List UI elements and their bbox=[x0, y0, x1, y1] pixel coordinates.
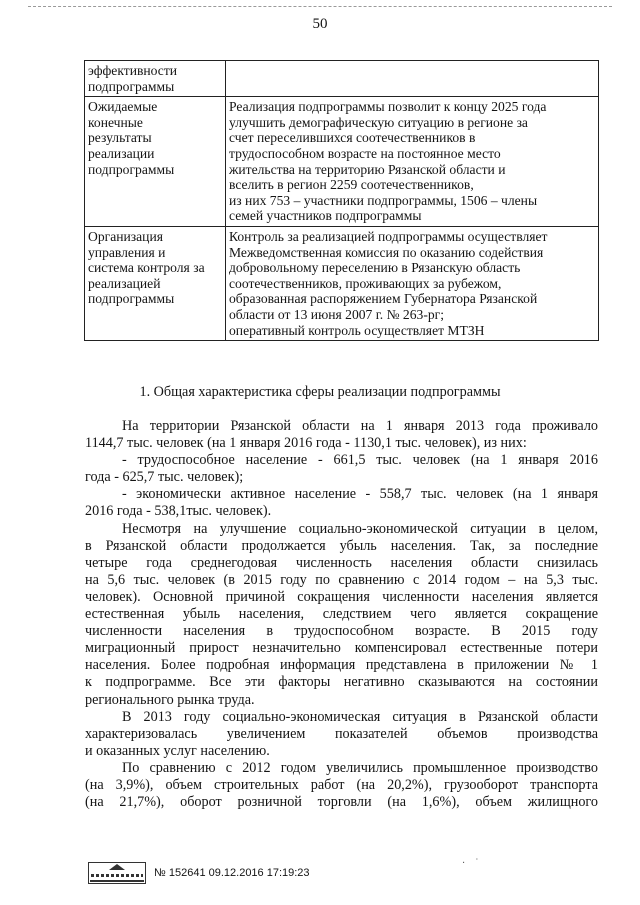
subprogram-passport-table bbox=[84, 60, 599, 341]
row1-label: эффективности подпрограммы bbox=[85, 61, 226, 97]
paragraph-line: (на 3,9%), объем строительных работ (на 20,2%), грузооборот транспорта bbox=[85, 776, 598, 793]
top-dashed-rule bbox=[28, 6, 612, 7]
paragraph-line: населения. Более подробная информация представлена в приложении № 1 bbox=[85, 657, 598, 674]
table-row bbox=[85, 226, 599, 340]
row2-label: Ожидаемые конечные результаты реализации подпрограммы bbox=[85, 97, 226, 227]
document-footer bbox=[88, 862, 310, 884]
paragraph-line: характеризовалась увеличением показателей объемов производства bbox=[85, 725, 598, 742]
paragraph-line: года - 625,7 тыс. человек); bbox=[85, 469, 244, 486]
paragraph-line: естественная убыль населения, следствием чего является сокращение bbox=[85, 606, 598, 623]
body-text bbox=[85, 418, 598, 811]
paragraph-line: численности населения в трудоспособном возрасте. В 2015 году bbox=[85, 623, 598, 640]
paragraph-line: человек). Основной причиной сокращения численности населения является bbox=[85, 588, 598, 605]
table-row bbox=[85, 61, 599, 97]
paragraph-line: 2016 года - 538,1тыс. человек). bbox=[85, 503, 272, 520]
paragraph-line: В 2013 году социально-экономическая ситуация в Рязанской области bbox=[122, 708, 598, 725]
paragraph-line: - трудоспособное население - 661,5 тыс. человек (на 1 января 2016 bbox=[122, 452, 598, 469]
paragraph-line: регионального рынка труда. bbox=[85, 691, 255, 708]
row3-label: Организация управления и система контроля за реализацией подпрограммы bbox=[85, 226, 226, 340]
paragraph-line: в Рязанской области продолжается убыль населения. Так, за последние bbox=[85, 537, 598, 554]
row3-value: Контроль за реализацией подпрограммы осуществляет Межведомственная комиссия по оказанию содействия добровольному переселению в Рязанскую область соотечественников, проживающих за рубежом, образованная распоряжением Губернатора Рязанской области от 13 июня 2007 г. № 263-рг; оперативный контроль осуществляет МТЗН bbox=[226, 226, 599, 340]
paragraph-line: к подпрограмме. Все эти факторы негативно сказываются на состоянии bbox=[85, 674, 598, 691]
paragraph-line: и оказанных услуг населению. bbox=[85, 742, 270, 759]
paragraph-line: На территории Рязанской области на 1 января 2013 года проживало bbox=[122, 418, 598, 434]
section-heading: 1. Общая характеристика сферы реализации подпрограммы bbox=[139, 384, 501, 400]
paragraph-line: 1144,7 тыс. человек (на 1 января 2016 года - 1130,1 тыс. человек), из них: bbox=[85, 435, 527, 452]
page-number: 50 bbox=[312, 16, 328, 32]
paragraph-line: на 5,6 тыс. человек (в 2015 году по сравнению с 2014 годом – на 5,3 тыс. bbox=[85, 571, 598, 588]
paragraph-line: (на 21,7%), оборот розничной торговли (на 1,6%), объем жилищного bbox=[85, 794, 598, 811]
row2-value: Реализация подпрограммы позволит к концу 2025 года улучшить демографическую ситуацию в регионе за счет переселившихся соотечественников в трудоспособном возрасте на постоянное место жительства на территорию Рязанской области и вселить в регион 2259 соотечественников, из них 753 – участники подпрограммы, 1506 – члены семей участников подпрограммы bbox=[226, 97, 599, 227]
paragraph-line: миграционный прирост незначительно компенсировал естественные потери bbox=[85, 640, 598, 657]
row1-value bbox=[226, 61, 599, 97]
document-registration-id: № 152641 09.12.2016 17:19:23 bbox=[154, 867, 310, 879]
table-row bbox=[85, 97, 599, 227]
scan-noise: · ˙ bbox=[462, 858, 483, 869]
paragraph-line: По сравнению с 2012 годом увеличились промышленное производство bbox=[122, 759, 598, 776]
building-logo-icon bbox=[88, 862, 146, 884]
paragraph-line: четыре года среднегодовая численность населения области снизилась bbox=[85, 554, 598, 571]
paragraph-line: - экономически активное население - 558,7 тыс. человек (на 1 января bbox=[122, 486, 598, 503]
paragraph-line: Несмотря на улучшение социально-экономической ситуации в целом, bbox=[122, 520, 598, 537]
